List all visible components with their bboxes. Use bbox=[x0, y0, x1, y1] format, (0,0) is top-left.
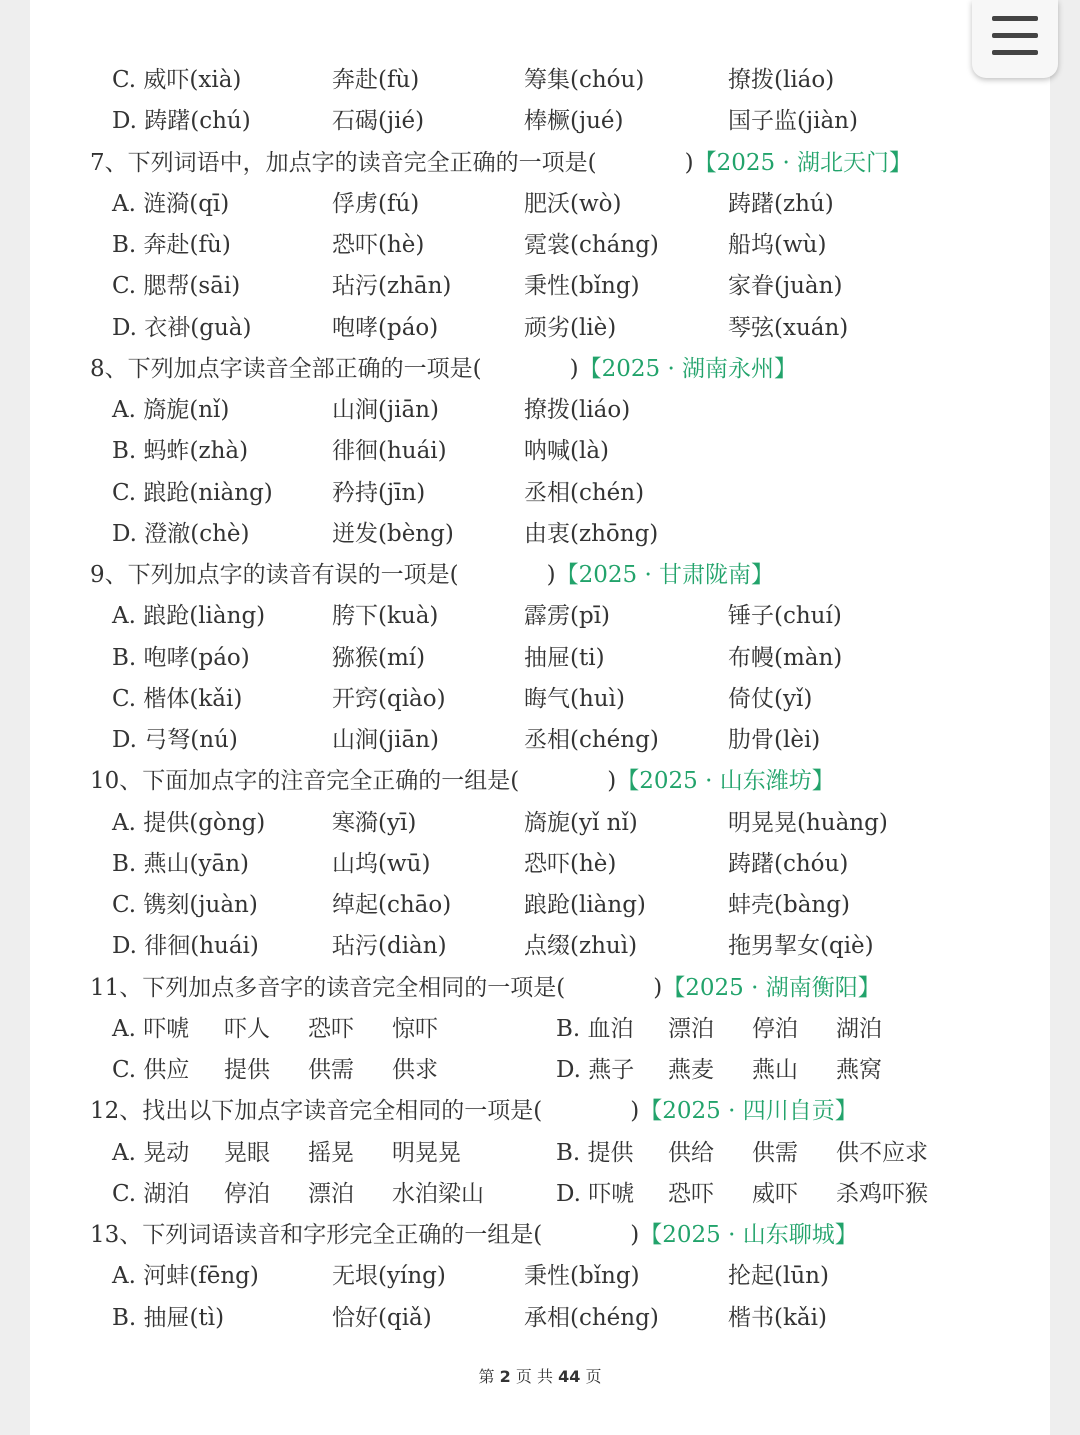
option-item: 呐喊(là) bbox=[524, 438, 610, 465]
footer-label: 第 bbox=[478, 1367, 495, 1386]
word-item: 明晃晃 bbox=[392, 1139, 461, 1166]
option-row bbox=[0, 268, 1080, 304]
question-text: 11、下列加点多音字的读音完全相同的一项是( bbox=[90, 974, 566, 1001]
option-row bbox=[0, 310, 1080, 346]
option-item: 丞相(chéng) bbox=[524, 727, 659, 753]
option-item: 山涧(jiān) bbox=[332, 397, 439, 423]
option-item: A. 踉跄(liàng) bbox=[112, 603, 266, 630]
option-item: 抽屉(ti) bbox=[524, 644, 605, 671]
question-source: 【2025 · 甘肃陇南】 bbox=[555, 562, 775, 588]
option-item: 石碣(jié) bbox=[332, 108, 425, 135]
question-text: 7、下列词语中，加点字的读音完全正确的一项是( bbox=[90, 149, 597, 176]
option-item: C. 威吓(xià) bbox=[112, 67, 242, 93]
question-paren: ) bbox=[653, 974, 663, 1001]
option-item: 山坞(wū) bbox=[332, 850, 431, 877]
question-line bbox=[0, 1093, 1080, 1129]
footer-label: 页 共 bbox=[515, 1367, 553, 1386]
word-item: D. 吓唬 bbox=[556, 1180, 635, 1207]
option-item: 奔赴(fù) bbox=[332, 67, 420, 93]
word-item: 供求 bbox=[392, 1057, 438, 1083]
option-item: 由衷(zhōng) bbox=[524, 520, 659, 547]
option-item: 琴弦(xuán) bbox=[728, 314, 849, 341]
word-item: 停泊 bbox=[752, 1015, 798, 1042]
option-item: B. 燕山(yān) bbox=[112, 850, 249, 877]
option-item: 撩拨(liáo) bbox=[728, 67, 835, 93]
word-item: 燕山 bbox=[752, 1057, 798, 1083]
option-item: 顽劣(liè) bbox=[524, 314, 617, 341]
option-item: A. 河蚌(fēng) bbox=[112, 1263, 259, 1290]
option-item: 点缀(zhuì) bbox=[524, 933, 638, 960]
option-item: 无垠(yíng) bbox=[332, 1263, 446, 1290]
question-line bbox=[0, 145, 1080, 181]
option-item: B. 咆哮(páo) bbox=[112, 644, 250, 671]
option-item: 迸发(bèng) bbox=[332, 520, 454, 547]
option-item: 玷污(diàn) bbox=[332, 933, 447, 960]
menu-icon-bar bbox=[992, 33, 1038, 38]
word-item: 摇晃 bbox=[308, 1139, 354, 1166]
page-total: 44 bbox=[558, 1367, 581, 1386]
option-item: 船坞(wù) bbox=[728, 232, 827, 258]
option-item: 楷书(kǎi) bbox=[728, 1304, 827, 1331]
word-row bbox=[0, 1176, 1080, 1212]
option-item: D. 弓弩(nú) bbox=[112, 727, 238, 753]
option-item: 山涧(jiān) bbox=[332, 727, 439, 753]
option-item: 拖男挈女(qiè) bbox=[728, 933, 874, 960]
word-item: 湖泊 bbox=[836, 1015, 882, 1042]
question-line bbox=[0, 557, 1080, 593]
word-item: 供需 bbox=[308, 1057, 354, 1083]
option-item: 秉性(bǐng) bbox=[524, 273, 640, 300]
option-item: B. 蚂蚱(zhà) bbox=[112, 438, 249, 465]
word-item: C. 湖泊 bbox=[112, 1180, 190, 1207]
word-item: 燕窝 bbox=[836, 1057, 882, 1083]
option-item: A. 旖旎(nǐ) bbox=[112, 397, 230, 423]
option-item: 肋骨(lèi) bbox=[728, 727, 821, 753]
question-source: 【2025 · 山东潍坊】 bbox=[616, 768, 835, 795]
option-row bbox=[0, 887, 1080, 923]
word-item: 供不应求 bbox=[836, 1139, 928, 1166]
option-item: 肥沃(wò) bbox=[524, 190, 622, 217]
option-item: 蚌壳(bàng) bbox=[728, 892, 850, 918]
question-source: 【2025 · 湖北天门】 bbox=[693, 149, 913, 176]
option-item: D. 徘徊(huái) bbox=[112, 933, 259, 960]
question-text: 13、下列词语读音和字形完全正确的一组是( bbox=[90, 1222, 543, 1248]
question-source: 【2025 · 湖南永州】 bbox=[578, 355, 798, 382]
option-row bbox=[0, 640, 1080, 676]
option-item: 恐吓(hè) bbox=[332, 232, 425, 258]
word-item: 恐吓 bbox=[308, 1015, 354, 1042]
word-item: 杀鸡吓猴 bbox=[836, 1180, 928, 1207]
question-paren: ) bbox=[630, 1098, 640, 1125]
menu-button[interactable] bbox=[972, 0, 1058, 78]
option-row bbox=[0, 433, 1080, 469]
option-item: 俘虏(fú) bbox=[332, 190, 420, 217]
word-row bbox=[0, 1011, 1080, 1047]
question-paren: ) bbox=[569, 355, 579, 382]
option-row bbox=[0, 805, 1080, 841]
page-footer bbox=[0, 1364, 1080, 1387]
question-line bbox=[0, 763, 1080, 799]
option-item: 晦气(huì) bbox=[524, 685, 625, 712]
word-item: 漂泊 bbox=[668, 1015, 714, 1042]
question-line bbox=[0, 970, 1080, 1006]
option-row bbox=[0, 1300, 1080, 1336]
word-item: 水泊梁山 bbox=[392, 1180, 484, 1207]
footer-label: 页 bbox=[585, 1367, 602, 1386]
word-item: 恐吓 bbox=[668, 1180, 714, 1207]
option-item: 玷污(zhān) bbox=[332, 273, 452, 300]
option-item: 明晃晃(huàng) bbox=[728, 809, 888, 836]
option-item: B. 抽屉(tì) bbox=[112, 1304, 225, 1331]
question-stem bbox=[90, 763, 835, 799]
option-item: 秉性(bǐng) bbox=[524, 1263, 640, 1290]
question-stem bbox=[90, 1217, 858, 1253]
question-paren: ) bbox=[607, 768, 617, 795]
option-row bbox=[0, 227, 1080, 263]
option-item: 家眷(juàn) bbox=[728, 273, 843, 300]
word-item: A. 晃动 bbox=[112, 1139, 190, 1166]
question-stem bbox=[90, 145, 912, 181]
word-item: 提供 bbox=[224, 1057, 270, 1083]
option-item: C. 楷体(kǎi) bbox=[112, 685, 243, 712]
question-paren: ) bbox=[546, 562, 556, 588]
option-item: 恰好(qiǎ) bbox=[332, 1304, 432, 1331]
option-row bbox=[0, 681, 1080, 717]
option-row bbox=[0, 392, 1080, 428]
word-item: B. 提供 bbox=[556, 1139, 634, 1166]
option-item: 绰起(chāo) bbox=[332, 892, 452, 918]
word-row bbox=[0, 1135, 1080, 1171]
question-stem bbox=[90, 1093, 858, 1129]
word-item: 停泊 bbox=[224, 1180, 270, 1207]
option-item: 咆哮(páo) bbox=[332, 314, 439, 341]
question-text: 9、下列加点字的读音有误的一项是( bbox=[90, 562, 459, 588]
word-item: 供给 bbox=[668, 1139, 714, 1166]
option-item: 开窍(qiào) bbox=[332, 685, 446, 712]
option-item: D. 踌躇(chú) bbox=[112, 108, 251, 135]
option-row bbox=[0, 928, 1080, 964]
question-stem bbox=[90, 351, 797, 387]
menu-icon bbox=[992, 16, 1038, 21]
option-item: 踌躇(chóu) bbox=[728, 850, 849, 877]
option-item: D. 衣褂(guà) bbox=[112, 314, 252, 341]
question-stem bbox=[90, 970, 881, 1006]
question-text: 10、下面加点字的注音完全正确的一组是( bbox=[90, 768, 520, 795]
option-item: C. 踉跄(niàng) bbox=[112, 479, 273, 506]
question-text: 12、找出以下加点字读音完全相同的一项是( bbox=[90, 1098, 543, 1125]
option-item: 踌躇(zhú) bbox=[728, 190, 834, 217]
word-item: C. 供应 bbox=[112, 1057, 190, 1083]
question-source: 【2025 · 四川自贡】 bbox=[639, 1098, 858, 1125]
option-item: 丞相(chén) bbox=[524, 479, 645, 506]
option-row bbox=[0, 846, 1080, 882]
question-paren: ) bbox=[684, 149, 694, 176]
option-row bbox=[0, 722, 1080, 758]
option-item: 霹雳(pī) bbox=[524, 603, 611, 630]
option-item: 矜持(jīn) bbox=[332, 479, 426, 506]
menu-icon-bar bbox=[992, 50, 1038, 55]
option-item: 恐吓(hè) bbox=[524, 850, 617, 877]
question-line bbox=[0, 351, 1080, 387]
option-item: 承相(chéng) bbox=[524, 1304, 659, 1331]
question-source: 【2025 · 湖南衡阳】 bbox=[662, 974, 881, 1001]
option-item: D. 澄澈(chè) bbox=[112, 520, 250, 547]
option-item: 踉跄(liàng) bbox=[524, 892, 646, 918]
option-row bbox=[0, 598, 1080, 634]
option-item: 撩拨(liáo) bbox=[524, 397, 631, 423]
question-line bbox=[0, 1217, 1080, 1253]
word-item: A. 吓唬 bbox=[112, 1015, 190, 1042]
question-stem bbox=[90, 557, 774, 593]
option-row bbox=[0, 103, 1080, 139]
option-item: 国子监(jiàn) bbox=[728, 108, 858, 135]
option-item: 胯下(kuà) bbox=[332, 603, 439, 630]
word-item: 吓人 bbox=[224, 1015, 270, 1042]
option-item: 筹集(chóu) bbox=[524, 67, 645, 93]
word-item: B. 血泊 bbox=[556, 1015, 634, 1042]
option-item: 倚仗(yǐ) bbox=[728, 685, 813, 712]
option-row bbox=[0, 1258, 1080, 1294]
word-item: 供需 bbox=[752, 1139, 798, 1166]
question-paren: ) bbox=[630, 1222, 640, 1248]
option-item: C. 镌刻(juàn) bbox=[112, 892, 258, 918]
option-item: A. 提供(gòng) bbox=[112, 809, 266, 836]
option-item: C. 腮帮(sāi) bbox=[112, 273, 241, 300]
question-source: 【2025 · 山东聊城】 bbox=[639, 1222, 858, 1248]
option-item: B. 奔赴(fù) bbox=[112, 232, 231, 258]
option-item: 寒漪(yī) bbox=[332, 809, 417, 836]
option-row bbox=[0, 516, 1080, 552]
option-item: A. 涟漪(qī) bbox=[112, 190, 230, 217]
option-item: 棒橛(jué) bbox=[524, 108, 624, 135]
word-item: 燕麦 bbox=[668, 1057, 714, 1083]
option-item: 抡起(lūn) bbox=[728, 1263, 829, 1290]
option-item: 旖旎(yǐ nǐ) bbox=[524, 809, 638, 836]
option-item: 霓裳(cháng) bbox=[524, 232, 659, 258]
option-row bbox=[0, 475, 1080, 511]
option-row bbox=[0, 62, 1080, 98]
word-item: 晃眼 bbox=[224, 1139, 270, 1166]
option-row bbox=[0, 186, 1080, 222]
word-item: 威吓 bbox=[752, 1180, 798, 1207]
question-text: 8、下列加点字读音全部正确的一项是( bbox=[90, 355, 482, 382]
page-number: 2 bbox=[499, 1367, 511, 1386]
word-row bbox=[0, 1052, 1080, 1088]
option-item: 布幔(màn) bbox=[728, 644, 843, 671]
word-item: 惊吓 bbox=[392, 1015, 438, 1042]
word-item: D. 燕子 bbox=[556, 1057, 635, 1083]
option-item: 猕猴(mí) bbox=[332, 644, 426, 671]
option-item: 锤子(chuí) bbox=[728, 603, 842, 630]
word-item: 漂泊 bbox=[308, 1180, 354, 1207]
option-item: 徘徊(huái) bbox=[332, 438, 447, 465]
